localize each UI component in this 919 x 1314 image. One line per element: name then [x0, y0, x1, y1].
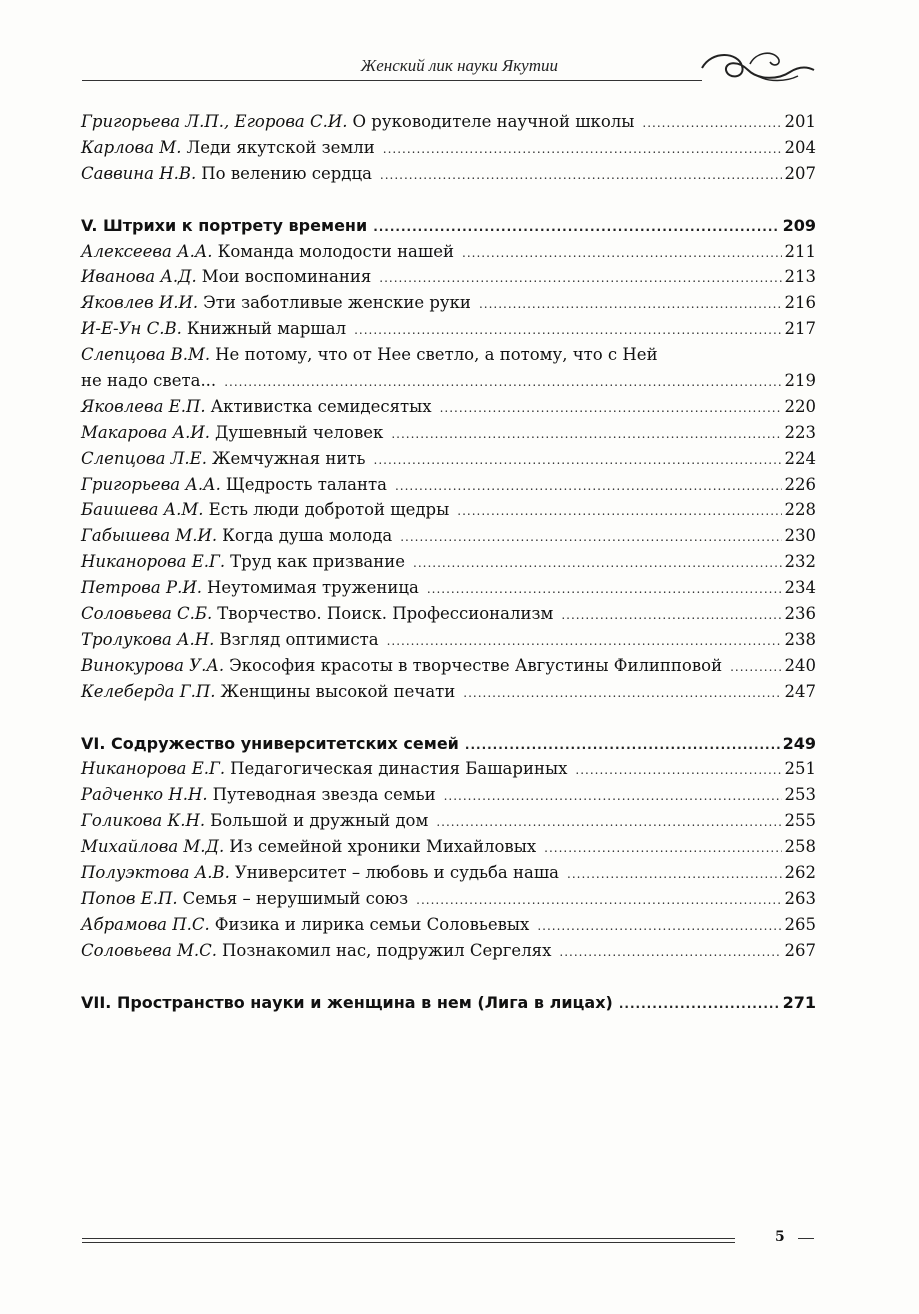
entry-author: Полуэктова А.В. — [81, 863, 230, 883]
dot-leader — [642, 111, 781, 137]
toc-entry — [81, 523, 816, 549]
entry-author: Голикова К.Н. — [81, 811, 206, 831]
toc-entry — [81, 342, 816, 368]
entry-title: Из семейной хроники Михайловых — [229, 837, 537, 857]
page-number-ref: 204 — [784, 137, 816, 157]
page-footer — [82, 1229, 816, 1254]
entry-title: Познакомил нас, подружил Сергелях — [222, 940, 552, 960]
page-number-ref: 228 — [784, 500, 816, 520]
entry-author: И-Е-Ун С.В. — [81, 319, 182, 339]
entry-title: Большой и дружный дом — [210, 811, 429, 831]
page-number-ref: 213 — [784, 267, 816, 287]
entry-title: Есть люди добротой щедры — [208, 500, 450, 520]
entry-author: Алексеева А.А. — [81, 241, 213, 261]
dot-leader — [575, 758, 781, 784]
entry-author: Никанорова Е.Г. — [81, 552, 226, 572]
entry-author: Попов Е.П. — [81, 888, 178, 908]
entry-title: О руководителе научной школы — [352, 112, 635, 131]
dot-leader — [479, 292, 782, 318]
entry-author: Иванова А.Д. — [81, 267, 197, 287]
entry-author: Келеберда Г.П. — [81, 681, 216, 701]
entry-title: Активистка семидесятых — [210, 396, 432, 416]
entry-author: Винокурова У.А. — [81, 655, 225, 675]
entry-title: Щедрость таланта — [225, 474, 387, 494]
page-number-ref: 219 — [784, 371, 816, 391]
dot-leader — [387, 629, 782, 655]
page-number-ref: 271 — [782, 992, 816, 1012]
dot-leader — [416, 888, 781, 914]
dot-leader — [391, 422, 781, 448]
entry-title: Труд как призвание — [230, 552, 405, 572]
entry-author: Соловьева С.Б. — [81, 604, 213, 624]
entry-title: Мои воспоминания — [201, 267, 372, 287]
toc-entry — [81, 109, 816, 135]
entry-title: Семья – нерушимый союз — [182, 888, 409, 908]
dot-leader — [619, 992, 780, 1018]
page-number-ref: 230 — [784, 526, 816, 546]
page-number-ref: 220 — [784, 396, 816, 416]
entry-author: Петрова Р.И. — [81, 578, 202, 598]
page-number-ref: 223 — [784, 422, 816, 442]
entry-title: Не потому, что от Нее светло, а потому, что с Ней — [215, 345, 658, 365]
dot-leader — [374, 448, 782, 474]
dot-leader — [537, 914, 781, 940]
dot-leader — [730, 655, 781, 681]
page-number-ref: 232 — [784, 552, 816, 572]
page-number-ref: 265 — [784, 914, 816, 934]
toc-entry — [81, 316, 816, 342]
running-header — [82, 46, 816, 86]
dot-leader — [436, 810, 781, 836]
toc-entry — [81, 886, 816, 912]
page-number-ref: 262 — [784, 863, 816, 883]
page-number-ref: 267 — [784, 940, 816, 960]
page-number-ref: 263 — [784, 888, 816, 908]
entry-author: Макарова А.И. — [81, 422, 210, 442]
toc-entry — [81, 290, 816, 316]
toc-entry — [81, 472, 816, 498]
entry-title: Леди якутской земли — [186, 137, 375, 157]
entry-author: Слепцова Л.Е. — [81, 448, 207, 468]
entry-author: Яковлев И.И. — [81, 293, 199, 313]
dot-leader — [440, 396, 782, 422]
dot-leader — [373, 215, 779, 241]
entry-author: Габышева М.И. — [81, 526, 218, 546]
entry-title: Жемчужная нить — [211, 448, 366, 468]
toc-entry — [81, 627, 816, 653]
dot-leader — [465, 733, 780, 759]
toc-entry — [81, 497, 816, 523]
toc-entry — [81, 912, 816, 938]
toc-entry — [81, 808, 816, 834]
entry-title: Путеводная звезда семьи — [212, 785, 436, 805]
section-title: V. Штрихи к портрету времени — [81, 215, 368, 235]
toc-entry — [81, 860, 816, 886]
dot-leader — [444, 784, 782, 810]
entry-title: Творчество. Поиск. Профессионализм — [217, 604, 554, 624]
toc-entry — [81, 135, 816, 161]
dot-leader — [354, 318, 781, 344]
entry-title: Университет – любовь и судьба наша — [234, 863, 560, 883]
dot-leader — [383, 137, 782, 163]
toc-section-heading — [81, 731, 816, 757]
page-number-ref: 258 — [784, 837, 816, 857]
dot-leader — [427, 577, 782, 603]
footer-dash — [798, 1238, 814, 1239]
page-number-ref: 253 — [784, 785, 816, 805]
toc-entry — [81, 420, 816, 446]
dot-leader — [457, 499, 781, 525]
entry-author: Саввина Н.В. — [81, 163, 197, 183]
page-number-ref: 247 — [784, 681, 816, 701]
entry-author: Радченко Н.Н. — [81, 785, 208, 805]
dot-leader — [413, 551, 782, 577]
dot-leader — [224, 370, 781, 396]
page-number-ref: 201 — [784, 112, 816, 131]
toc-entry — [81, 575, 816, 601]
entry-title: Душевный человек — [214, 422, 384, 442]
entry-title: По велению сердца — [201, 163, 372, 183]
page-number-ref: 226 — [784, 474, 816, 494]
page-number-ref: 216 — [784, 293, 816, 313]
page-number: 5 — [775, 1229, 785, 1245]
entry-author: Карлова М. — [81, 137, 182, 157]
section-gap — [81, 964, 816, 990]
toc-entry — [81, 938, 816, 964]
entry-title: Физика и лирика семьи Соловьевых — [214, 914, 530, 934]
toc-entry — [81, 679, 816, 705]
toc-entry — [81, 653, 816, 679]
entry-author: Григорьева Л.П., Егорова С.И. — [81, 112, 348, 131]
dot-leader — [561, 603, 781, 629]
page-number-ref: 240 — [784, 655, 816, 675]
toc-entry — [81, 394, 816, 420]
entry-title: Женщины высокой печати — [220, 681, 456, 701]
entry-title: Эти заботливые женские руки — [203, 293, 471, 313]
toc-entry — [81, 264, 816, 290]
page-number-ref: 207 — [784, 163, 816, 183]
page-number-ref: 234 — [784, 578, 816, 598]
page-number-ref: 224 — [784, 448, 816, 468]
entry-author: Тролукова А.Н. — [81, 629, 215, 649]
entry-author: Соловьева М.С. — [81, 940, 218, 960]
dot-leader — [400, 525, 781, 551]
toc-entry — [81, 782, 816, 808]
dot-leader — [559, 940, 781, 966]
dot-leader — [463, 681, 781, 707]
toc-entry-continuation — [81, 368, 816, 394]
entry-title: Команда молодости нашей — [217, 241, 455, 261]
section-title: VII. Пространство науки и женщина в нем (Лига в лицах) — [81, 992, 613, 1012]
page-number-ref: 255 — [784, 811, 816, 831]
toc-entry — [81, 161, 816, 187]
swirl-ornament-icon — [698, 46, 816, 86]
page-number-ref: 211 — [784, 241, 816, 261]
entry-title: Когда душа молода — [222, 526, 393, 546]
page-number-ref: 238 — [784, 629, 816, 649]
dot-leader — [379, 266, 781, 292]
entry-title: Книжный маршал — [186, 319, 347, 339]
dot-leader — [567, 862, 781, 888]
entry-author: Абрамова П.С. — [81, 914, 210, 934]
dot-leader — [544, 836, 781, 862]
section-title: VI. Содружество университетских семей — [81, 733, 459, 753]
entry-title-continued: не надо света... — [81, 371, 217, 391]
dot-leader — [462, 241, 781, 267]
toc-entry — [81, 601, 816, 627]
section-gap — [81, 187, 816, 213]
toc-entry — [81, 549, 816, 575]
entry-author: Михайлова М.Д. — [81, 837, 225, 857]
entry-author: Яковлева Е.П. — [81, 396, 206, 416]
header-rule — [82, 80, 702, 81]
toc-entry — [81, 239, 816, 265]
entry-author: Баишева А.М. — [81, 500, 204, 520]
entry-title: Взгляд оптимиста — [219, 629, 379, 649]
dot-leader — [395, 474, 782, 500]
toc-section-heading — [81, 213, 816, 239]
page-number-ref: 236 — [784, 604, 816, 624]
table-of-contents — [81, 109, 816, 1016]
toc-entry — [81, 834, 816, 860]
page-number-ref: 251 — [784, 759, 816, 779]
toc-entry — [81, 446, 816, 472]
dot-leader — [380, 163, 782, 189]
entry-author: Никанорова Е.Г. — [81, 759, 226, 779]
entry-title: Экософия красоты в творчестве Августины Филипповой — [229, 655, 723, 675]
running-header-title: Женский лик науки Якутии — [360, 56, 558, 75]
footer-rule — [82, 1238, 735, 1239]
footer-rule — [82, 1242, 735, 1243]
page-number-ref: 217 — [784, 319, 816, 339]
entry-author: Слепцова В.М. — [81, 345, 211, 365]
toc-entry — [81, 756, 816, 782]
page-number-ref: 209 — [782, 215, 816, 235]
entry-title: Неутомимая труженица — [206, 578, 419, 598]
page-number-ref: 249 — [782, 733, 816, 753]
toc-section-heading — [81, 990, 816, 1016]
section-gap — [81, 705, 816, 731]
entry-author: Григорьева А.А. — [81, 474, 221, 494]
entry-title: Педагогическая династия Башариных — [230, 759, 568, 779]
